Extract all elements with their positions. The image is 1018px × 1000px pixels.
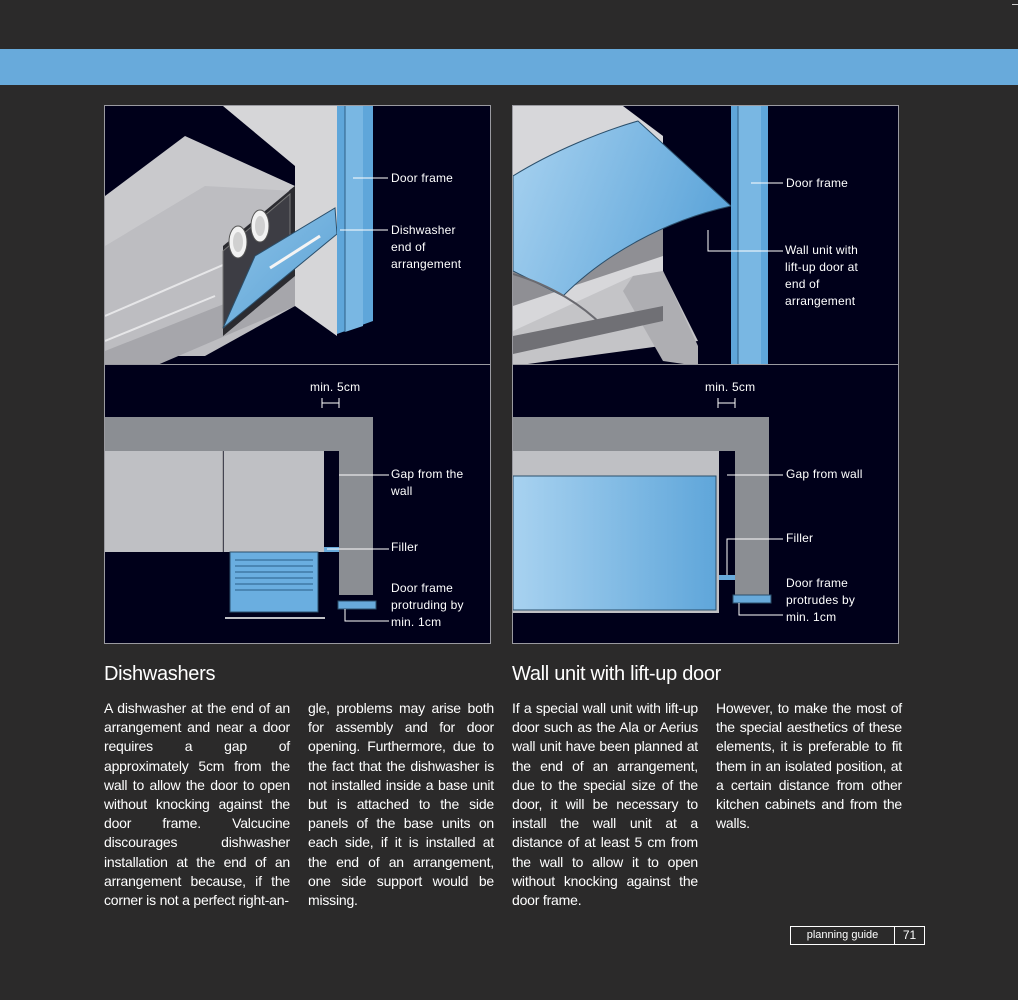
filler-label: Filler [786,531,814,545]
wall-unit-3d-illustration [512,105,899,365]
footer-label: planning guide [790,926,895,945]
page-number: 71 [895,926,925,945]
wall-unit-label: Wall unit with lift-up door at end of arrangement [785,243,859,308]
dishwashers-text-col-1: A dishwasher at the end of an arrangement and near a door requires a gap of approximately 5cm from the wall to allow the door to open without knocking against the door frame. Valcucine discourages dishwasher installation at the end of an arrangement because, if the corner is not a perfect right-an- [104,700,290,909]
gap-from-wall-label: Gap from wall [786,467,863,481]
section-title-dishwashers: Dishwashers [104,663,216,685]
filler-label: Filler [391,540,419,554]
min-gap-label: min. 5cm [310,380,361,394]
dishwashers-text-col-2: gle, problems may arise both for assembly and for door opening. Furthermore, due to the fact that the dishwasher is not installed inside a base unit but is attached to the side panels of the base units on each side, if it is installed at the end of an arrangement, one side support would be missing. [308,700,494,909]
door-frame-label: Door frame [391,171,454,185]
dishwasher-3d-illustration [104,105,491,365]
crop-mark [1012,4,1018,5]
dishwasher-end-label: Dishwasher end of arrangement [391,223,462,271]
section-title-wall-unit: Wall unit with lift-up door [512,663,722,685]
header-band [0,49,1018,85]
gap-from-wall-label: Gap from the wall [391,467,464,498]
door-frame-protrudes-label: Door frame protrudes by min. 1cm [786,576,856,624]
wall-unit-plan-illustration [512,364,899,644]
page-footer [790,926,925,945]
door-frame-label: Door frame [786,176,849,190]
min-gap-label: min. 5cm [705,380,756,394]
wall-unit-text-col-2: However, to make the most of the special aesthetics of these elements, it is preferable to fit them in an isolated position, at a certain distance from other kitchen cabinets and from the walls. [716,700,902,832]
wall-unit-text-col-1: If a special wall unit with lift-up door such as the Ala or Aerius wall unit have been planned at the end of an arrangement, due to the special size of the door, it will be necessary to install the wall unit at a distance of at least 5 cm from the wall to allow it to open without knocking against the door frame. [512,700,698,909]
dishwasher-plan-illustration [104,364,491,644]
door-frame-protruding-label: Door frame protruding by min. 1cm [391,581,464,629]
